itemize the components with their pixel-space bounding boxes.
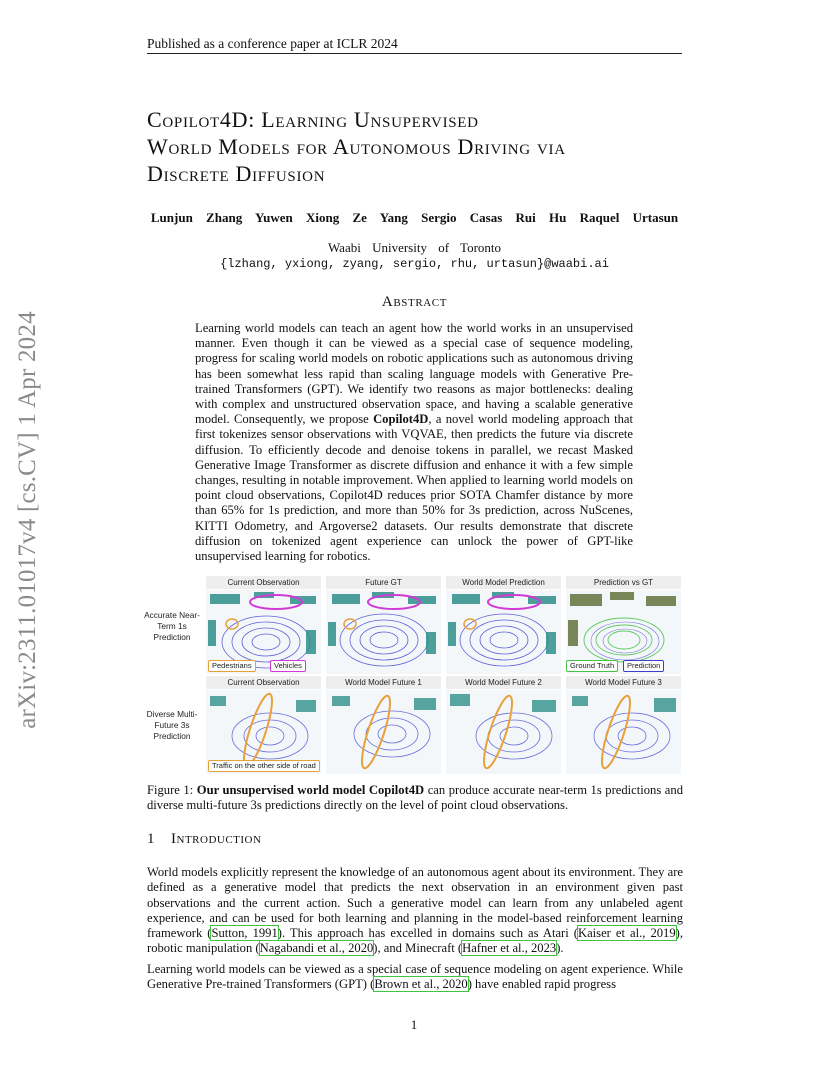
column-label: Prediction vs GT [566, 576, 681, 589]
section-title: Introduction [171, 831, 262, 847]
paragraph-text: World models explicitly represent the knowledge of an autonomous agent about its environment. They are defined as a generative model that predicts the next observation in an environment given past observations and the current action. Such a generative model can learn from any unlabeled agent experience, and can be used for both learning and planning in the model-based reinforcement learning framework ( [147, 865, 683, 941]
caption-text: can produce accurate near-term 1s predictions and diverse multi-future 3s predictions directly on the level of point cloud observations. [147, 783, 683, 813]
point-cloud-panel-future-2 [446, 690, 561, 774]
header-rule [147, 53, 682, 54]
abstract-heading: Abstract [381, 294, 448, 310]
paper-title [147, 106, 707, 187]
column-label: Current Observation [206, 676, 321, 689]
paragraph-text: ). [556, 941, 564, 956]
title-line: Discrete Diffusion [147, 161, 326, 186]
point-cloud-panel-future-3 [566, 690, 681, 774]
row-label-multi-future: Diverse Multi-Future 3s Prediction [146, 709, 198, 741]
legend-tag-pedestrians: Pedestrians [208, 660, 256, 672]
abstract-text: Learning world models can teach an agent how the world works in an unsupervised manner. Even though it can be viewed as a special case of sequence modeling, progress for scaling world models on robotic applications such as autonomous driving has been somewhat less rapid than scaling language models with Generative Pre-trained Transformers (GPT). We identify two reasons as major bottlenecks: dealing with complex and unstructured observation space, and having a scalable generative model. Consequently, we propose [195, 321, 633, 427]
abstract-body [195, 321, 633, 564]
legend-tag-prediction: Prediction [623, 660, 664, 672]
column-label: World Model Prediction [446, 576, 561, 589]
column-label: World Model Future 3 [566, 676, 681, 689]
section-heading [147, 831, 261, 848]
section-number: 1 [147, 831, 155, 847]
figure-caption [147, 783, 683, 814]
author-list: Lunjun Zhang Yuwen Xiong Ze Yang Sergio Casas Rui Hu Raquel Urtasun [150, 210, 679, 225]
author-emails: {lzhang, yxiong, zyang, sergio, rhu, urtasun}@waabi.ai [220, 257, 609, 271]
column-label: World Model Future 1 [326, 676, 441, 689]
column-label: Current Observation [206, 576, 321, 589]
paragraph-text: ), robotic manipulation ( [147, 926, 683, 956]
title-line: Copilot4D: Learning Unsupervised [147, 107, 479, 132]
legend-tag-ground-truth: Ground Truth [566, 660, 618, 672]
caption-bold: Our unsupervised world model Copilot4D [196, 783, 425, 797]
title-line: World Models for Autonomous Driving via [147, 134, 566, 159]
column-label: World Model Future 2 [446, 676, 561, 689]
paragraph-text: Learning world models can be viewed as a special case of sequence modeling on agent experience. While Generative Pre-trained Transformers (GPT) ( [147, 962, 683, 992]
intro-paragraph [147, 962, 683, 993]
point-cloud-panel-prediction [446, 590, 561, 674]
caption-prefix: Figure 1: [147, 783, 197, 797]
legend-tag-vehicles: Vehicles [270, 660, 306, 672]
citation-link[interactable]: Kaiser et al., 2019 [577, 926, 676, 941]
point-cloud-panel-future-gt [326, 590, 441, 674]
affiliations: Waabi University of Toronto [327, 240, 502, 255]
point-cloud-panel-future-1 [326, 690, 441, 774]
arxiv-identifier-stamp [8, 290, 48, 750]
intro-paragraph [147, 865, 683, 957]
arxiv-identifier-text: arXiv:2311.01017v4 [cs.CV] 1 Apr 2024 [14, 311, 41, 729]
running-header: Published as a conference paper at ICLR 2024 [147, 36, 398, 51]
abstract-text: , a novel world modeling approach that first tokenizes sensor observations with VQVAE, then predicts the future via discrete diffusion. To efficiently decode and denoise tokens in parallel, we recast Masked Generative Image Transformer as discrete diffusion and enhance it with a few simple changes, resulting in notable improvement. When applied to learning world models on point cloud observations, Copilot4D reduces prior SOTA Chamfer distance by more than 65% for 1s prediction, and more than 50% for 3s prediction, across NuScenes, KITTI Odometry, and Argoverse2 datasets. Our results demonstrate that discrete diffusion on tokenized agent experience can unlock the power of GPT-like unsupervised learning for robotics. [195, 412, 633, 564]
citation-link[interactable]: Sutton, 1991 [211, 926, 278, 941]
page-number: 1 [410, 1017, 418, 1032]
paragraph-text: ), and Minecraft ( [373, 941, 463, 956]
citation-link[interactable]: Brown et al., 2020 [374, 977, 468, 992]
legend-tag-traffic: Traffic on the other side of road [208, 760, 320, 772]
paragraph-text: ). This approach has excelled in domains such as Atari ( [277, 926, 578, 941]
citation-link[interactable]: Hafner et al., 2023 [462, 941, 557, 956]
paragraph-text: ) have enabled rapid progress [467, 977, 616, 992]
row-label-near-term: Accurate Near-Term 1s Prediction [144, 610, 200, 642]
figure-1 [140, 574, 690, 774]
citation-link[interactable]: Nagabandi et al., 2020 [259, 941, 374, 956]
abstract-model-name: Copilot4D [373, 412, 429, 427]
column-label: Future GT [326, 576, 441, 589]
